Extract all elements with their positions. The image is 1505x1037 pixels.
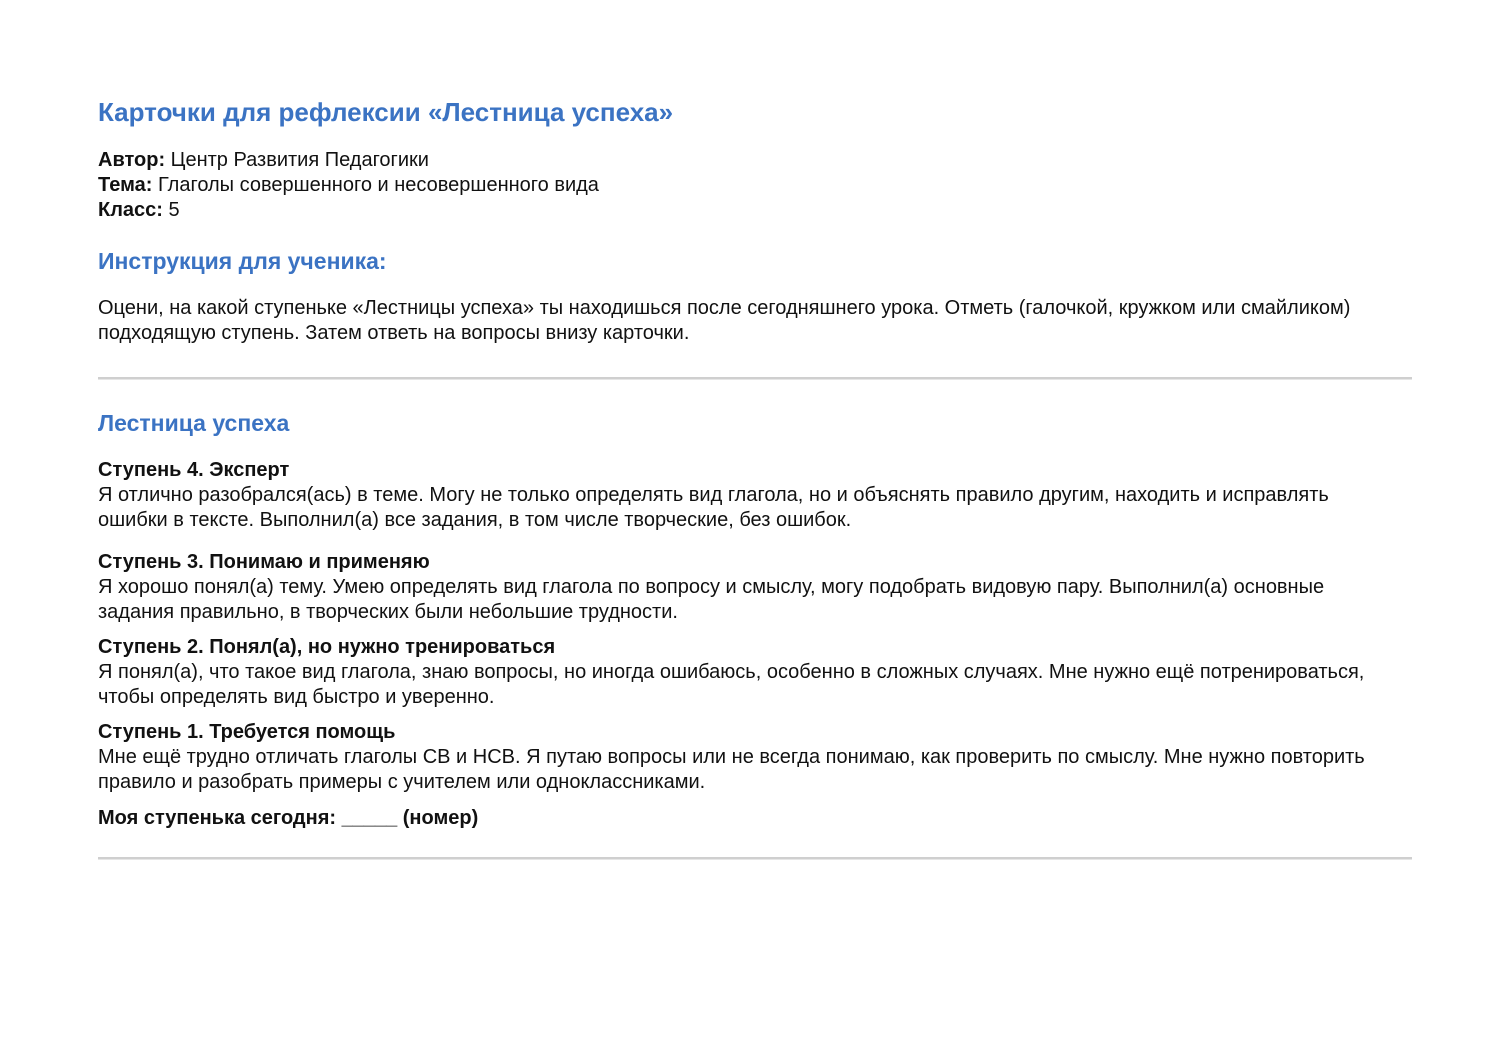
ladder-step-1: [98, 720, 1398, 795]
meta-class: [98, 198, 599, 223]
meta-topic-value: Глаголы совершенного и несовершенного вида: [152, 174, 599, 196]
ladder-step-2: [98, 635, 1398, 710]
section-divider: [98, 377, 1412, 380]
my-step-answer-line: Моя ступенька сегодня: _____ (номер): [98, 807, 479, 829]
meta-author-label: Автор:: [98, 149, 166, 171]
meta-class-value: 5: [162, 199, 180, 221]
document-meta: [98, 148, 599, 223]
meta-class-label: Класс:: [98, 199, 163, 221]
ladder-step-3: [98, 550, 1398, 625]
instruction-text: Оцени, на какой ступеньке «Лестницы успеха» ты находишься после сегодняшнего урока. Отметь (галочкой, кружком или смайликом) подходящую ступень. Затем ответь на вопросы внизу карточки.: [98, 297, 1351, 344]
step-description: Я отлично разобрался(ась) в теме. Могу не только определять вид глагола, но и объяснять правило другим, находить и исправлять ошибки в тексте. Выполнил(а) все задания, в том числе творческие, без ошибок.: [98, 484, 1329, 531]
step-title: Ступень 3. Понимаю и применяю: [98, 551, 430, 573]
meta-author-value: Центр Развития Педагогики: [165, 149, 429, 171]
document-title: Карточки для рефлексии «Лестница успеха»: [98, 97, 674, 127]
meta-topic: [98, 173, 599, 198]
bottom-divider: [98, 857, 1412, 860]
meta-author: [98, 148, 599, 173]
step-title: Ступень 2. Понял(а), но нужно тренироваться: [98, 636, 556, 658]
step-title: Ступень 1. Требуется помощь: [98, 721, 396, 743]
ladder-step-4: [98, 458, 1398, 533]
step-title: Ступень 4. Эксперт: [98, 459, 290, 481]
step-description: Я понял(а), что такое вид глагола, знаю вопросы, но иногда ошибаюсь, особенно в сложных случаях. Мне нужно ещё потренироваться, чтобы определять вид быстро и уверенно.: [98, 661, 1365, 708]
instruction-heading: Инструкция для ученика:: [98, 248, 387, 274]
step-description: Я хорошо понял(а) тему. Умею определять вид глагола по вопросу и смыслу, могу подобрать видовую пару. Выполнил(а) основные задания правильно, в творческих были небольшие трудности.: [98, 576, 1325, 623]
step-description: Мне ещё трудно отличать глаголы СВ и НСВ. Я путаю вопросы или не всегда понимаю, как проверить по смыслу. Мне нужно повторить правило и разобрать примеры с учителем или одноклассниками.: [98, 746, 1365, 793]
meta-topic-label: Тема:: [98, 174, 153, 196]
ladder-heading: Лестница успеха: [98, 410, 290, 436]
